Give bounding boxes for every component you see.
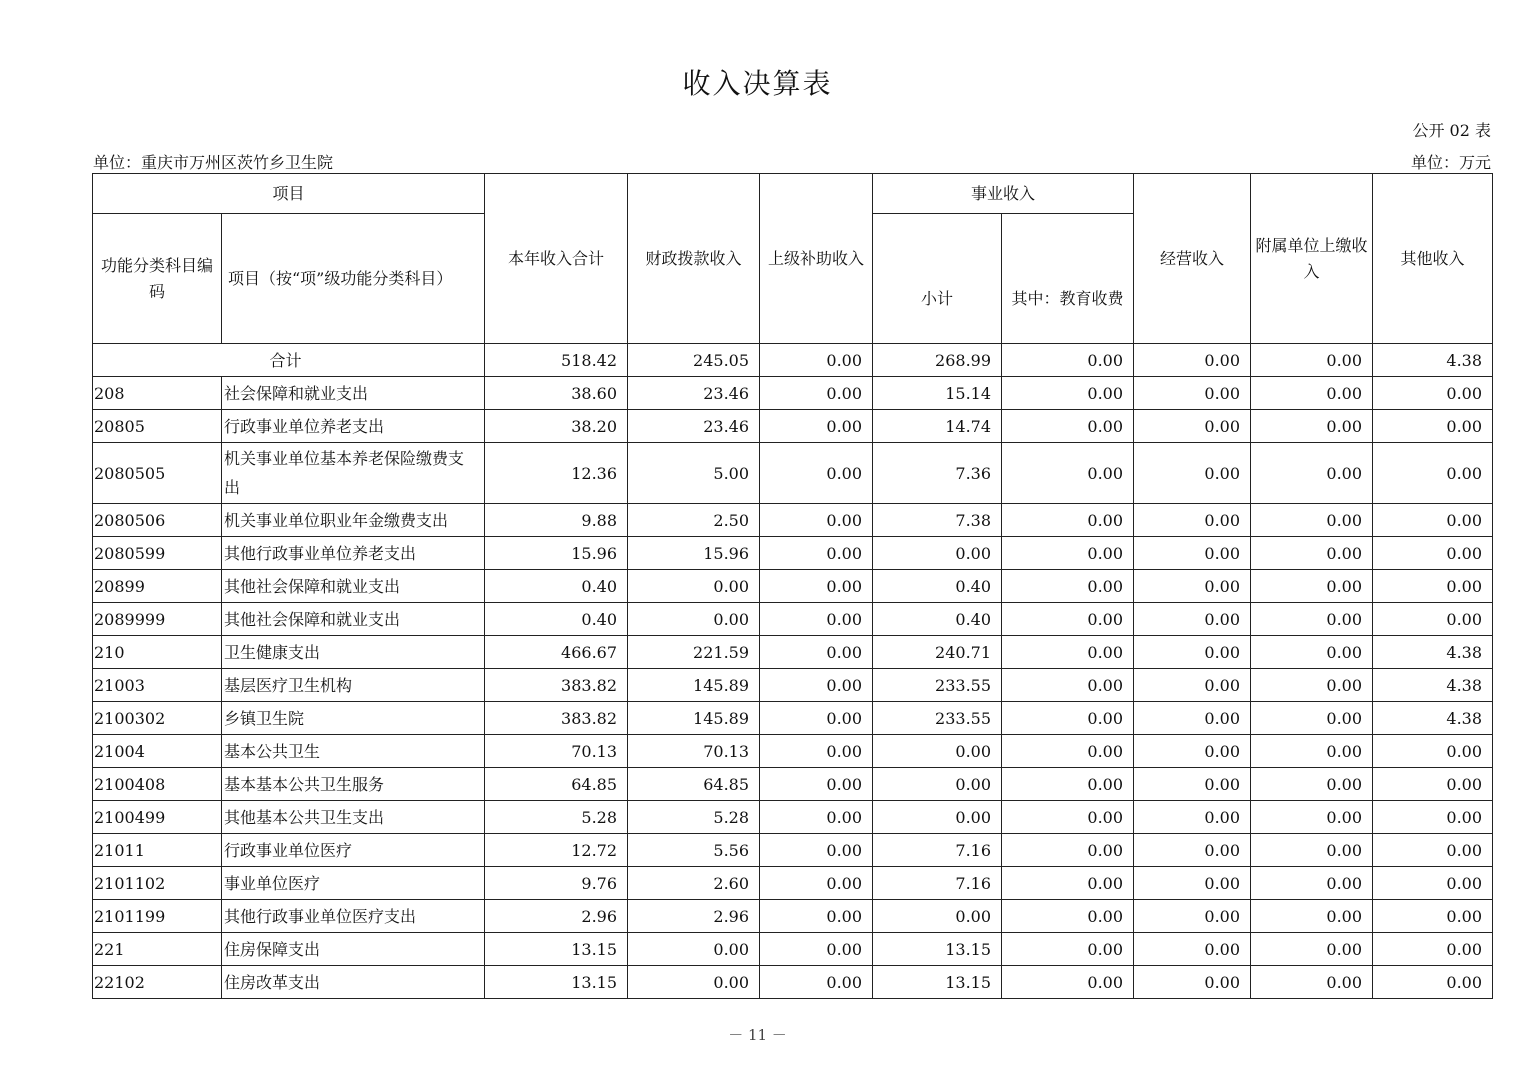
row-value: 15.96 bbox=[628, 537, 760, 570]
row-code: 21004 bbox=[93, 735, 222, 768]
table-row bbox=[93, 966, 1493, 999]
table-row bbox=[93, 900, 1493, 933]
row-value: 0.00 bbox=[760, 669, 873, 702]
row-value: 383.82 bbox=[485, 702, 628, 735]
row-value: 0.00 bbox=[760, 443, 873, 504]
row-value: 15.96 bbox=[485, 537, 628, 570]
row-value: 0.00 bbox=[873, 735, 1002, 768]
row-value: 0.00 bbox=[1251, 966, 1373, 999]
table-row bbox=[93, 570, 1493, 603]
row-name: 住房改革支出 bbox=[222, 966, 485, 999]
row-value: 0.00 bbox=[1373, 377, 1493, 410]
row-value: 5.28 bbox=[485, 801, 628, 834]
row-value: 4.38 bbox=[1373, 702, 1493, 735]
table-row bbox=[93, 537, 1493, 570]
row-value: 0.00 bbox=[1373, 603, 1493, 636]
row-value: 0.00 bbox=[760, 702, 873, 735]
row-value: 0.00 bbox=[873, 537, 1002, 570]
row-value: 0.00 bbox=[1251, 504, 1373, 537]
row-name: 机关事业单位职业年金缴费支出 bbox=[222, 504, 485, 537]
row-value: 0.00 bbox=[1002, 669, 1134, 702]
row-value: 0.00 bbox=[760, 867, 873, 900]
row-name: 其他社会保障和就业支出 bbox=[222, 570, 485, 603]
row-value: 0.00 bbox=[1134, 900, 1251, 933]
row-value: 0.00 bbox=[1002, 834, 1134, 867]
row-code: 21003 bbox=[93, 669, 222, 702]
row-value: 240.71 bbox=[873, 636, 1002, 669]
row-value: 0.00 bbox=[1251, 669, 1373, 702]
row-value: 0.40 bbox=[873, 603, 1002, 636]
header-code: 功能分类科目编码 bbox=[93, 214, 222, 344]
row-code: 2080506 bbox=[93, 504, 222, 537]
table-row bbox=[93, 768, 1493, 801]
row-value: 0.00 bbox=[760, 636, 873, 669]
row-value: 2.50 bbox=[628, 504, 760, 537]
row-value: 0.00 bbox=[1373, 867, 1493, 900]
row-value: 4.38 bbox=[1373, 636, 1493, 669]
header-affiliated: 附属单位上缴收入 bbox=[1251, 174, 1373, 344]
row-value: 70.13 bbox=[485, 735, 628, 768]
row-value: 0.00 bbox=[1002, 636, 1134, 669]
row-value: 0.40 bbox=[485, 603, 628, 636]
row-value: 0.00 bbox=[873, 900, 1002, 933]
total-cell: 0.00 bbox=[1002, 344, 1134, 377]
row-value: 13.15 bbox=[485, 933, 628, 966]
row-value: 0.00 bbox=[1002, 410, 1134, 443]
row-value: 0.00 bbox=[1134, 834, 1251, 867]
row-name: 基本公共卫生 bbox=[222, 735, 485, 768]
header-total: 本年收入合计 bbox=[485, 174, 628, 344]
row-value: 0.00 bbox=[1251, 834, 1373, 867]
row-value: 12.36 bbox=[485, 443, 628, 504]
row-value: 2.96 bbox=[628, 900, 760, 933]
table-row bbox=[93, 867, 1493, 900]
row-value: 0.00 bbox=[1002, 504, 1134, 537]
row-code: 2100302 bbox=[93, 702, 222, 735]
row-code: 20805 bbox=[93, 410, 222, 443]
row-value: 0.00 bbox=[760, 735, 873, 768]
row-value: 0.00 bbox=[1373, 570, 1493, 603]
table-row bbox=[93, 669, 1493, 702]
total-label: 合计 bbox=[93, 344, 485, 377]
row-value: 5.56 bbox=[628, 834, 760, 867]
row-value: 38.20 bbox=[485, 410, 628, 443]
row-value: 5.00 bbox=[628, 443, 760, 504]
row-value: 0.00 bbox=[1134, 702, 1251, 735]
row-value: 0.40 bbox=[485, 570, 628, 603]
row-value: 38.60 bbox=[485, 377, 628, 410]
row-name: 行政事业单位医疗 bbox=[222, 834, 485, 867]
table-row bbox=[93, 933, 1493, 966]
row-value: 0.00 bbox=[1251, 735, 1373, 768]
row-code: 2101199 bbox=[93, 900, 222, 933]
row-value: 15.14 bbox=[873, 377, 1002, 410]
row-value: 0.00 bbox=[1373, 768, 1493, 801]
row-value: 0.00 bbox=[1373, 900, 1493, 933]
table-row bbox=[93, 504, 1493, 537]
row-value: 7.38 bbox=[873, 504, 1002, 537]
table-row bbox=[93, 834, 1493, 867]
row-name: 其他社会保障和就业支出 bbox=[222, 603, 485, 636]
row-value: 14.74 bbox=[873, 410, 1002, 443]
row-name: 社会保障和就业支出 bbox=[222, 377, 485, 410]
row-value: 0.40 bbox=[873, 570, 1002, 603]
row-value: 0.00 bbox=[760, 768, 873, 801]
row-value: 12.72 bbox=[485, 834, 628, 867]
row-value: 0.00 bbox=[760, 933, 873, 966]
row-name: 基层医疗卫生机构 bbox=[222, 669, 485, 702]
total-cell: 0.00 bbox=[1134, 344, 1251, 377]
row-value: 0.00 bbox=[1002, 768, 1134, 801]
row-value: 221.59 bbox=[628, 636, 760, 669]
row-name: 住房保障支出 bbox=[222, 933, 485, 966]
row-value: 0.00 bbox=[1134, 801, 1251, 834]
row-value: 383.82 bbox=[485, 669, 628, 702]
row-value: 64.85 bbox=[628, 768, 760, 801]
page-title: 收入决算表 bbox=[682, 67, 833, 100]
row-value: 0.00 bbox=[1134, 603, 1251, 636]
row-value: 23.46 bbox=[628, 377, 760, 410]
row-value: 7.16 bbox=[873, 834, 1002, 867]
row-value: 0.00 bbox=[760, 603, 873, 636]
row-value: 0.00 bbox=[1002, 966, 1134, 999]
row-value: 9.88 bbox=[485, 504, 628, 537]
row-value: 0.00 bbox=[1373, 504, 1493, 537]
currency-unit: 单位：万元 bbox=[1410, 153, 1491, 172]
table-row bbox=[93, 801, 1493, 834]
header-project: 项目 bbox=[93, 174, 485, 214]
row-code: 210 bbox=[93, 636, 222, 669]
row-value: 0.00 bbox=[873, 801, 1002, 834]
row-value: 0.00 bbox=[1373, 834, 1493, 867]
header-superior: 上级补助收入 bbox=[760, 174, 873, 344]
row-code: 2100499 bbox=[93, 801, 222, 834]
row-value: 23.46 bbox=[628, 410, 760, 443]
row-name: 卫生健康支出 bbox=[222, 636, 485, 669]
row-value: 0.00 bbox=[1134, 443, 1251, 504]
row-code: 20899 bbox=[93, 570, 222, 603]
table-row bbox=[93, 636, 1493, 669]
row-code: 2089999 bbox=[93, 603, 222, 636]
row-value: 0.00 bbox=[1251, 867, 1373, 900]
row-value: 13.15 bbox=[873, 933, 1002, 966]
row-name: 其他基本公共卫生支出 bbox=[222, 801, 485, 834]
row-value: 0.00 bbox=[1134, 377, 1251, 410]
table-row bbox=[93, 443, 1493, 504]
row-value: 0.00 bbox=[1251, 570, 1373, 603]
row-value: 0.00 bbox=[760, 900, 873, 933]
row-code: 2100408 bbox=[93, 768, 222, 801]
row-value: 0.00 bbox=[1134, 570, 1251, 603]
income-table bbox=[92, 173, 1493, 999]
row-value: 0.00 bbox=[1134, 966, 1251, 999]
row-code: 208 bbox=[93, 377, 222, 410]
row-value: 233.55 bbox=[873, 702, 1002, 735]
row-value: 0.00 bbox=[1134, 933, 1251, 966]
row-name: 乡镇卫生院 bbox=[222, 702, 485, 735]
row-value: 0.00 bbox=[1251, 603, 1373, 636]
row-value: 0.00 bbox=[1134, 504, 1251, 537]
row-code: 22102 bbox=[93, 966, 222, 999]
row-value: 0.00 bbox=[1002, 801, 1134, 834]
row-value: 0.00 bbox=[1373, 933, 1493, 966]
row-name: 机关事业单位基本养老保险缴费支出 bbox=[222, 443, 485, 504]
header-edu: 其中：教育收费 bbox=[1002, 214, 1134, 344]
row-value: 145.89 bbox=[628, 702, 760, 735]
row-value: 0.00 bbox=[1134, 735, 1251, 768]
row-value: 70.13 bbox=[628, 735, 760, 768]
total-cell: 518.42 bbox=[485, 344, 628, 377]
row-value: 0.00 bbox=[1002, 867, 1134, 900]
row-value: 0.00 bbox=[1134, 636, 1251, 669]
reporting-unit: 单位：重庆市万州区茨竹乡卫生院 bbox=[93, 153, 334, 172]
row-value: 0.00 bbox=[1002, 900, 1134, 933]
page-number: － 11 － bbox=[728, 1026, 787, 1044]
row-value: 0.00 bbox=[760, 570, 873, 603]
row-value: 0.00 bbox=[628, 603, 760, 636]
row-value: 5.28 bbox=[628, 801, 760, 834]
row-value: 0.00 bbox=[1002, 702, 1134, 735]
row-value: 0.00 bbox=[760, 377, 873, 410]
row-value: 0.00 bbox=[1251, 702, 1373, 735]
total-cell: 245.05 bbox=[628, 344, 760, 377]
total-cell: 0.00 bbox=[1251, 344, 1373, 377]
row-value: 0.00 bbox=[873, 768, 1002, 801]
row-value: 7.16 bbox=[873, 867, 1002, 900]
row-value: 0.00 bbox=[1134, 410, 1251, 443]
table-row bbox=[93, 410, 1493, 443]
row-value: 0.00 bbox=[1251, 801, 1373, 834]
row-value: 0.00 bbox=[1251, 443, 1373, 504]
row-value: 0.00 bbox=[1251, 768, 1373, 801]
table-row bbox=[93, 735, 1493, 768]
row-code: 2080599 bbox=[93, 537, 222, 570]
form-number: 公开 02 表 bbox=[1412, 121, 1491, 140]
row-value: 2.60 bbox=[628, 867, 760, 900]
row-value: 0.00 bbox=[1002, 537, 1134, 570]
row-value: 0.00 bbox=[1373, 801, 1493, 834]
row-value: 0.00 bbox=[1373, 410, 1493, 443]
header-fiscal: 财政拨款收入 bbox=[628, 174, 760, 344]
row-name: 事业单位医疗 bbox=[222, 867, 485, 900]
total-cell: 0.00 bbox=[760, 344, 873, 377]
row-value: 0.00 bbox=[1373, 735, 1493, 768]
row-value: 0.00 bbox=[628, 933, 760, 966]
row-value: 0.00 bbox=[760, 801, 873, 834]
row-value: 0.00 bbox=[1002, 735, 1134, 768]
row-value: 0.00 bbox=[760, 504, 873, 537]
row-value: 0.00 bbox=[1373, 443, 1493, 504]
row-name: 基本基本公共卫生服务 bbox=[222, 768, 485, 801]
row-value: 0.00 bbox=[1134, 768, 1251, 801]
row-value: 0.00 bbox=[1373, 537, 1493, 570]
total-cell: 4.38 bbox=[1373, 344, 1493, 377]
row-name: 其他行政事业单位养老支出 bbox=[222, 537, 485, 570]
row-value: 0.00 bbox=[1251, 933, 1373, 966]
row-value: 0.00 bbox=[1002, 603, 1134, 636]
row-value: 0.00 bbox=[1251, 636, 1373, 669]
row-value: 13.15 bbox=[485, 966, 628, 999]
row-value: 0.00 bbox=[1134, 669, 1251, 702]
header-subtotal: 小计 bbox=[873, 214, 1002, 344]
row-name: 其他行政事业单位医疗支出 bbox=[222, 900, 485, 933]
table-row bbox=[93, 603, 1493, 636]
table-row bbox=[93, 702, 1493, 735]
row-value: 13.15 bbox=[873, 966, 1002, 999]
row-name: 行政事业单位养老支出 bbox=[222, 410, 485, 443]
row-value: 466.67 bbox=[485, 636, 628, 669]
row-code: 221 bbox=[93, 933, 222, 966]
row-code: 21011 bbox=[93, 834, 222, 867]
row-value: 64.85 bbox=[485, 768, 628, 801]
row-value: 0.00 bbox=[1134, 867, 1251, 900]
row-value: 0.00 bbox=[1251, 900, 1373, 933]
row-value: 2.96 bbox=[485, 900, 628, 933]
row-value: 0.00 bbox=[1002, 443, 1134, 504]
row-value: 233.55 bbox=[873, 669, 1002, 702]
row-value: 0.00 bbox=[628, 570, 760, 603]
row-value: 0.00 bbox=[1251, 377, 1373, 410]
row-value: 0.00 bbox=[760, 966, 873, 999]
total-row bbox=[93, 344, 1493, 377]
table-row bbox=[93, 377, 1493, 410]
header-operating: 经营收入 bbox=[1134, 174, 1251, 344]
total-cell: 268.99 bbox=[873, 344, 1002, 377]
header-business: 事业收入 bbox=[873, 174, 1134, 214]
row-value: 7.36 bbox=[873, 443, 1002, 504]
row-code: 2080505 bbox=[93, 443, 222, 504]
row-value: 0.00 bbox=[1002, 933, 1134, 966]
row-value: 0.00 bbox=[760, 410, 873, 443]
row-value: 145.89 bbox=[628, 669, 760, 702]
row-value: 0.00 bbox=[1134, 537, 1251, 570]
row-value: 0.00 bbox=[760, 834, 873, 867]
header-name: 项目（按“项”级功能分类科目） bbox=[222, 214, 485, 344]
row-value: 0.00 bbox=[1002, 377, 1134, 410]
header-other: 其他收入 bbox=[1373, 174, 1493, 344]
row-value: 0.00 bbox=[1373, 966, 1493, 999]
row-value: 9.76 bbox=[485, 867, 628, 900]
row-value: 0.00 bbox=[1002, 570, 1134, 603]
row-value: 0.00 bbox=[760, 537, 873, 570]
row-value: 4.38 bbox=[1373, 669, 1493, 702]
row-value: 0.00 bbox=[1251, 537, 1373, 570]
row-value: 0.00 bbox=[1251, 410, 1373, 443]
row-value: 0.00 bbox=[628, 966, 760, 999]
row-code: 2101102 bbox=[93, 867, 222, 900]
